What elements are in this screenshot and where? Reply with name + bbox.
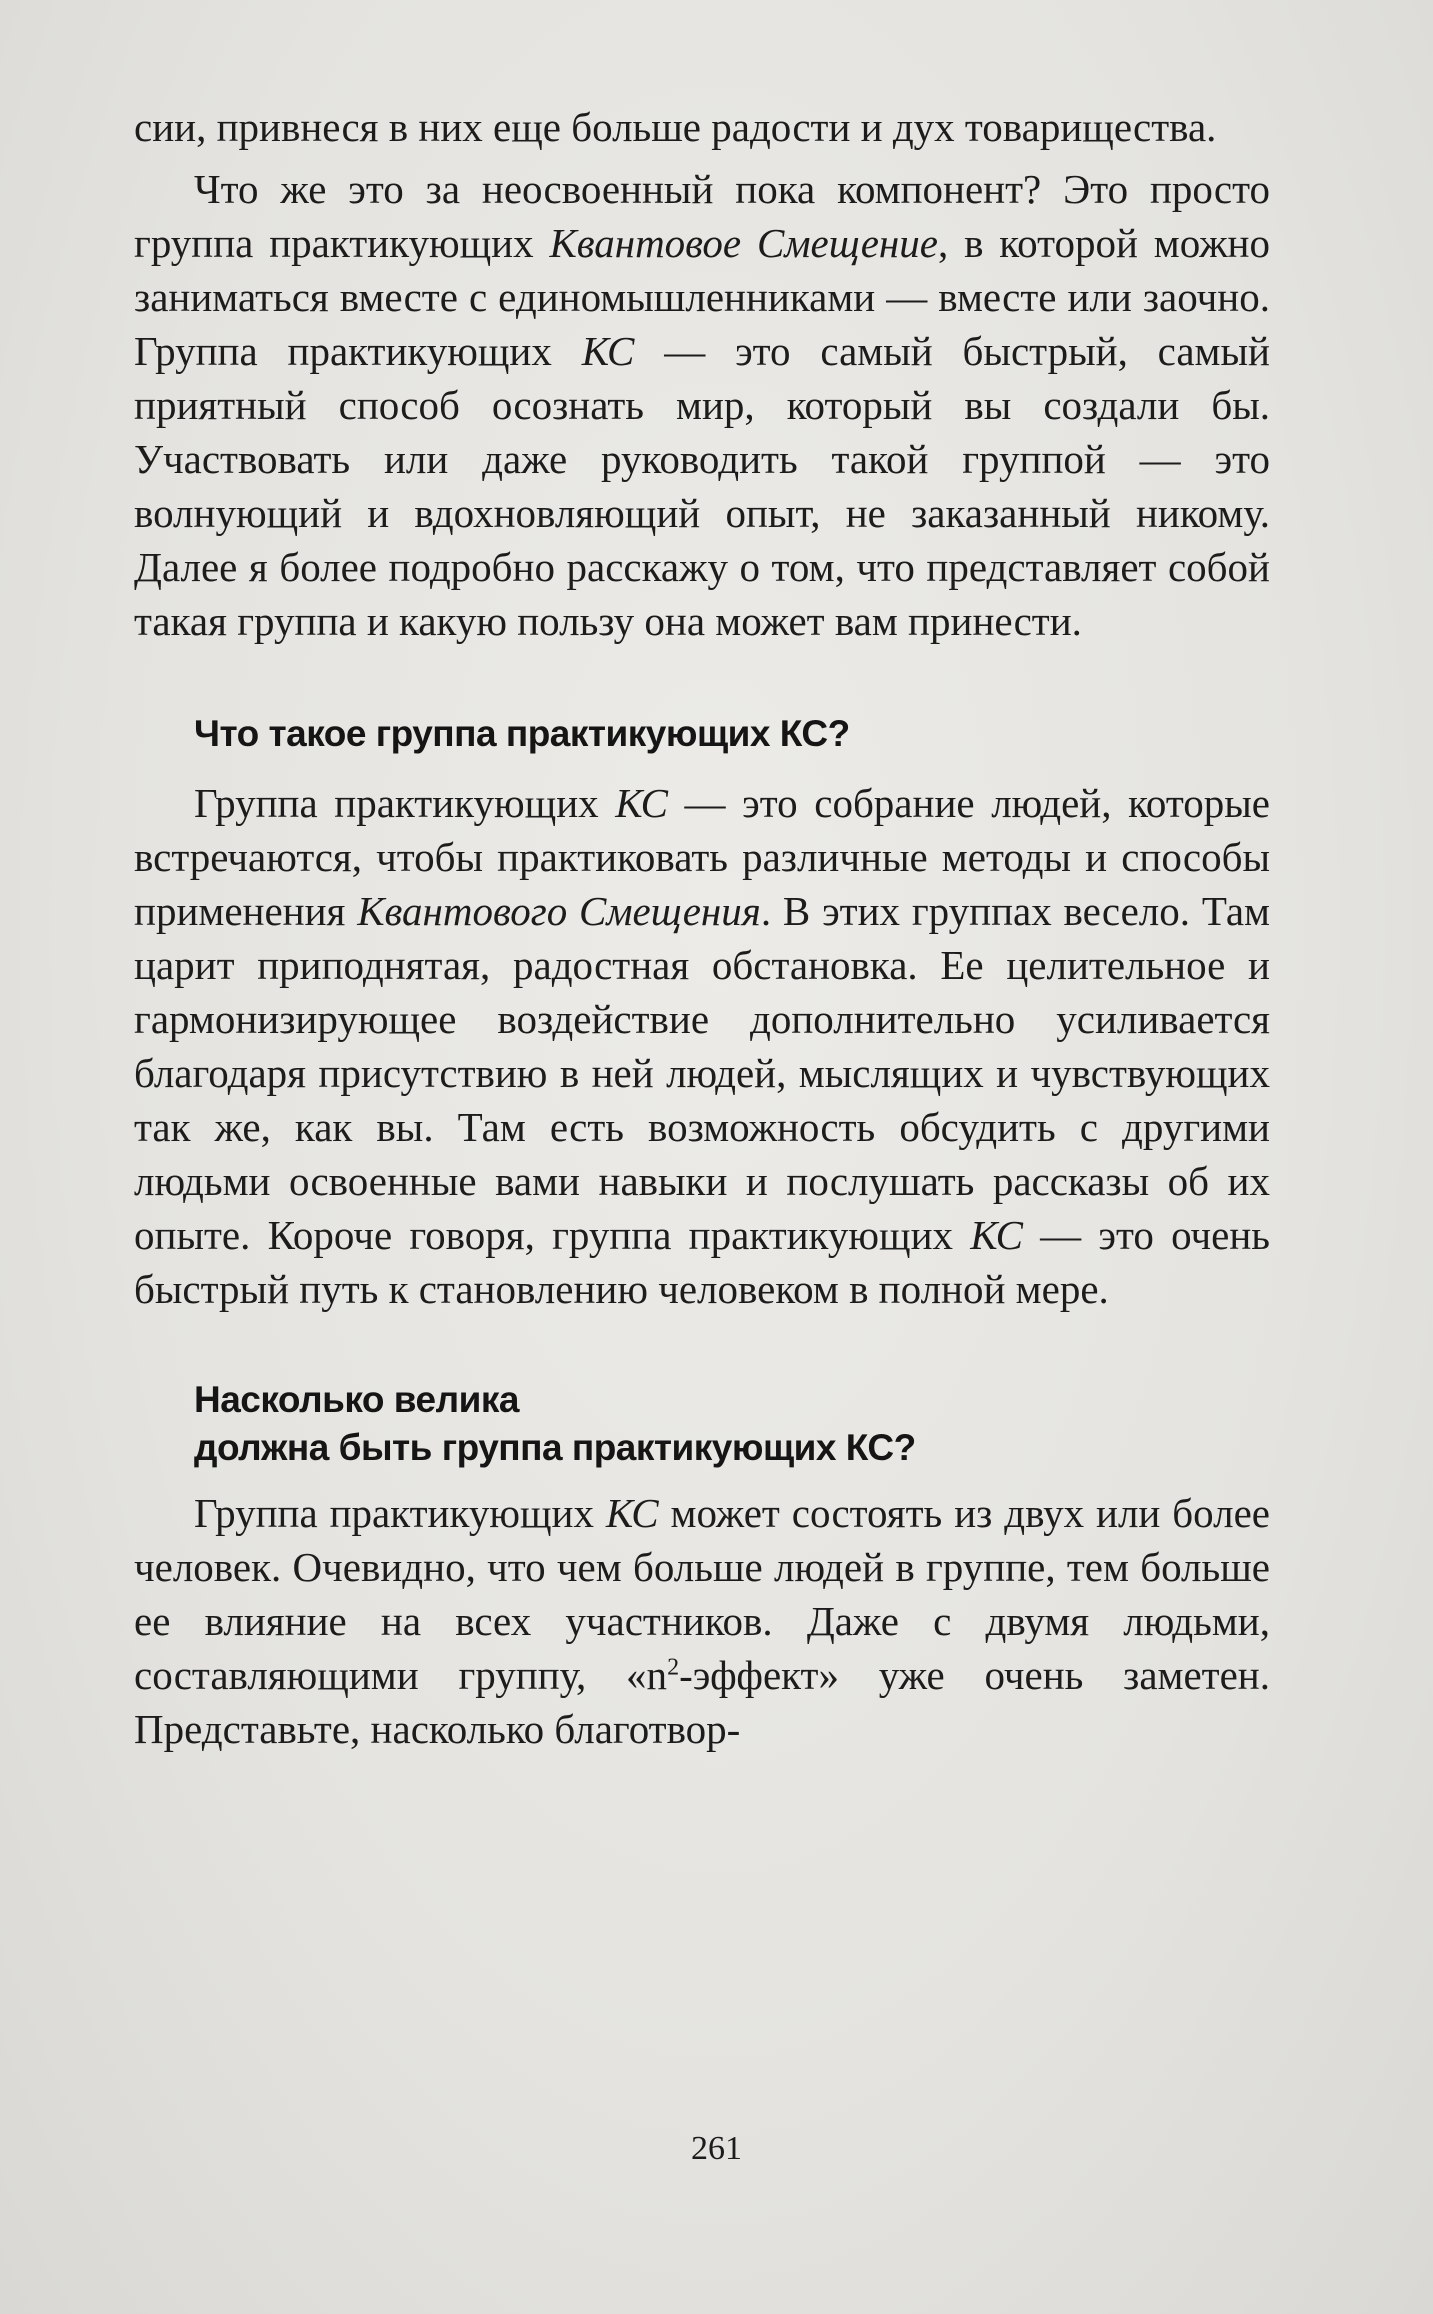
- page-text: [134, 100, 1270, 1756]
- paragraph-2: Что же это за неосвоенный пока компонент? Это просто группа практикующих Квантовое Смещение, в которой можно заниматься вместе с единомышленниками — вместе или заочно. Группа практикующих КС — это самый быстрый, самый приятный способ осознать мир, который вы создали бы. Участвовать или даже руководить такой группой — это волнующий и вдохновляющий опыт, не заказанный никому. Далее я более подробно расскажу о том, что представляет собой такая группа и какую пользу она может вам принести.: [134, 166, 1270, 644]
- section-heading-2-line-2: должна быть группа практикующих КС?: [194, 1427, 916, 1468]
- page-number: 261: [691, 2130, 742, 2167]
- paragraph-3: Группа практикующих КС — это собрание людей, которые встречаются, чтобы практиковать различные методы и способы применения Квантового Смещения. В этих группах весело. Там царит приподнятая, радостная обстановка. Ее целительное и гармонизирующее воздействие дополнительно усиливается благодаря присутствию в ней людей, мыслящих и чувствующих так же, как вы. Там есть возможность обсудить с другими людьми освоенные вами навыки и послушать рассказы об их опыте. Короче говоря, группа практикующих КС — это очень быстрый путь к становлению человеком в полной мере.: [134, 780, 1270, 1312]
- paragraph-1: сии, привнеся в них еще больше радости и дух товарищества.: [134, 104, 1217, 150]
- section-heading-2: [134, 1376, 1270, 1472]
- section-heading-2-line-1: Насколько велика: [194, 1379, 519, 1420]
- section-heading-1: Что такое группа практикующих КС?: [194, 713, 850, 754]
- paragraph-4: Группа практикующих КС может состоять из двух или более человек. Очевидно, что чем больше людей в группе, тем больше ее влияние на всех участников. Даже с двумя людьми, составляющими группу, «$n^2$-эффект» уже очень заметен. Представьте, насколько благотвор-: [134, 1490, 1270, 1752]
